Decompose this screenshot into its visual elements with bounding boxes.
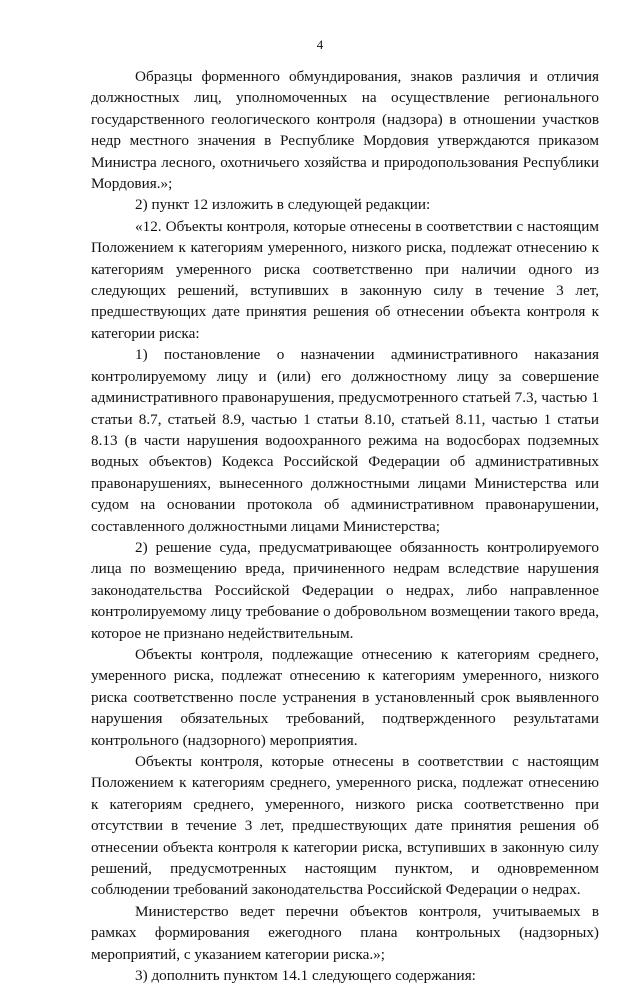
paragraph-subitem-2: 2) решение суда, предусматривающее обязанность контролируемого лица по возмещению вреда, причиненного недрам вследствие нарушения законодательства Российской Федерации о недрах, либо направленное контролируемому лицу требование о добровольном возмещении такого вреда, которое не признано недействительным. — [91, 538, 599, 642]
document-body — [91, 66, 599, 986]
paragraph-uniform-samples: Образцы форменного обмундирования, знаков различия и отличия должностных лиц, уполномоченных на осуществление регионального государственного геологического контроля (надзора) в отношении участков недр местного значения в Республике Мордовия утверждаются приказом Министра лесного, охотничьего хозяйства и природопользования Республики Мордовия.»; — [91, 68, 599, 193]
paragraph-item-3-intro: 3) дополнить пунктом 14.1 следующего содержания: — [135, 967, 476, 985]
paragraph-item-2-intro: 2) пункт 12 изложить в следующей редакции: — [135, 196, 431, 214]
paragraph-point-12: «12. Объекты контроля, которые отнесены в соответствии с настоящим Положением к категориям умеренного, низкого риска, подлежат отнесению к категориям умеренного риска соответственно при наличии одного из следующих решений, вступивших в законную силу в течение 3 лет, предшествующих дате принятия решения об отнесении объекта контроля к категории риска: — [91, 217, 599, 342]
page-number: 4 — [316, 37, 324, 52]
paragraph-subitem-1: 1) постановление о назначении административного наказания контролируемому лицу и (или) его должностному лицу за совершение административного правонарушения, предусмотренного статьей 7.3, частью 1 статьи 8.7, статьей 8.9, частью 1 статьи 8.10, статьей 8.11, частью 1 статьи 8.13 (в части нарушения водоохранного режима на водосборах подземных водных объектов) Кодекса Российской Федерации об административных правонарушениях, вынесенного должностными лицами Министерства или судом на основании протокола об административном правонарушении, составленного должностными лицами Министерства; — [91, 346, 599, 535]
paragraph-downgrade-after-fix: Объекты контроля, подлежащие отнесению к категориям среднего, умеренного риска, подлежат отнесению к категориям умеренного, низкого риска соответственно после устранения в установленный срок выявленного нарушения обязательных требований, подтвержденного результатами контрольного (надзорного) мероприятия. — [91, 645, 599, 749]
paragraph-downgrade-no-violations: Объекты контроля, которые отнесены в соответствии с настоящим Положением к категориям среднего, умеренного риска, подлежат отнесению к категориям среднего, умеренного, низкого риска соответственно при отсутствии в течение 3 лет, предшествующих дате принятия решения об отнесении объекта контроля к категории риска, вступивших в законную силу решений, предусмотренных настоящим пунктом, и одновременном соблюдении требований законодательства Российской Федерации о недрах. — [91, 753, 599, 899]
paragraph-ministry-lists: Министерство ведет перечни объектов контроля, учитываемых в рамках формирования ежегодного плана контрольных (надзорных) мероприятий, с указанием категории риска.»; — [91, 902, 599, 963]
